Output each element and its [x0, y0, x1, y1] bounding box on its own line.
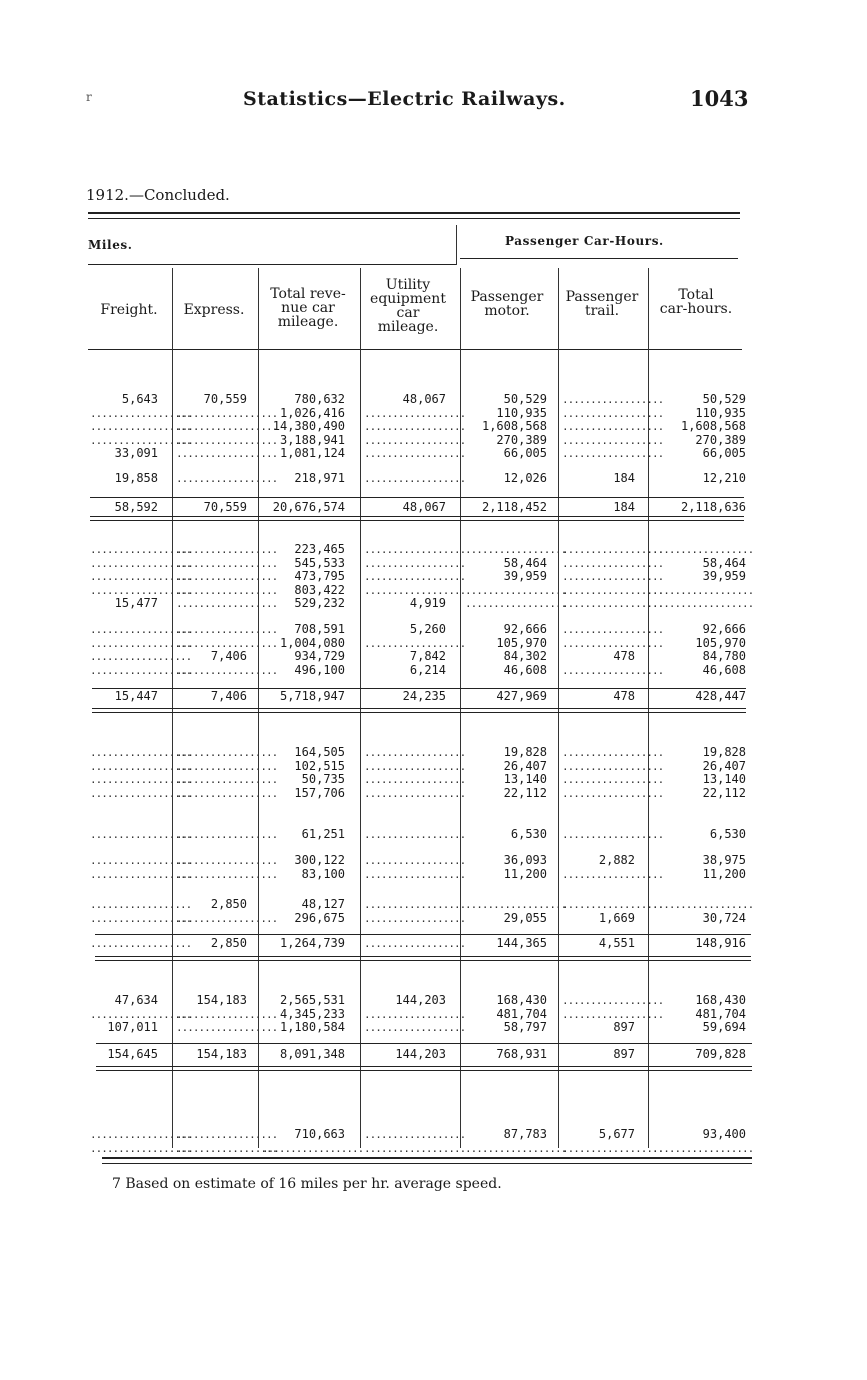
cell-total-hours: 50,529 110,935 1,608,568 270,389 66,005 [680, 392, 746, 460]
dot-leader: .................. [652, 597, 754, 610]
cell-express: 154,183 [196, 1047, 247, 1061]
dot-leader: .................. [562, 583, 664, 597]
cell-pass-motor: 29,055 [503, 910, 547, 925]
header-freight: Freight. [100, 302, 158, 318]
cell-total-rev: 2,565,531 4,345,233 1,180,584 [279, 993, 345, 1034]
dot-leader: .................. [562, 828, 664, 841]
cell-pass-motor: 2,118,452 [481, 500, 547, 514]
dot-leader: .................. [562, 1141, 664, 1155]
rule-e [95, 934, 751, 935]
dot-leader: .................. [364, 472, 466, 485]
dot-leader: .................. [364, 786, 466, 800]
cell-express: 7,406 [210, 689, 247, 703]
cell-pass-motor: 144,365 [496, 936, 547, 950]
dot-leader: .................. [465, 1141, 567, 1155]
cell-total-hours: 12,210 [702, 471, 746, 485]
section-miles: Miles. [88, 238, 133, 252]
dot-leader: .................. [176, 786, 278, 800]
hours-underline [460, 258, 738, 259]
cell-pass-trail: 5,677 [598, 1127, 635, 1141]
cell-express: 154,183 [196, 993, 247, 1007]
cell-total-rev: 708,591 1,004,080 934,729 496,100 [279, 622, 345, 677]
dot-leader: .................. [364, 447, 466, 460]
dot-leader: .................. [176, 746, 278, 759]
cell-total-hours: 19,828 26,407 13,140 22,112 [702, 745, 746, 800]
dot-leader: .................. [90, 911, 192, 925]
dot-leader: .................. [562, 898, 664, 911]
top-rule [88, 212, 740, 214]
dot-leader: .................. [176, 570, 278, 583]
header-total-car-hours: Total car-hours. [659, 287, 733, 317]
header-utility-mileage: Utility equipment car mileage. [370, 277, 446, 335]
cell-pass-trail: 184 [613, 500, 635, 514]
cell-pass-trail: 897 [613, 1020, 635, 1034]
rule-f2 [95, 960, 751, 961]
dot-leader: .................. [465, 597, 567, 610]
dot-leader: .................. [176, 1141, 278, 1155]
cell-total-rev: 223,465 545,533 473,795 803,422 529,232 [294, 542, 345, 610]
cell-utility: 144,203 [395, 1047, 446, 1061]
header-passenger-trail: Passenger trail. [565, 289, 639, 319]
dot-leader: .................. [652, 1141, 754, 1155]
dot-leader: .................. [90, 406, 192, 420]
dot-leader: .................. [90, 1007, 192, 1021]
dot-leader: .................. [364, 406, 466, 420]
cell-freight: 15,447 [114, 689, 158, 703]
cell-pass-trail: 1,669 [598, 910, 635, 925]
dot-leader: .................. [176, 433, 278, 447]
rule-h [96, 1066, 752, 1067]
header-total-revenue-mileage: Total reve- nue car mileage. [270, 286, 346, 330]
cell-total-hours: 30,724 [702, 910, 746, 925]
rule-d2 [92, 712, 746, 713]
dot-leader: .................. [176, 1007, 278, 1021]
cell-freight: 19,858 [114, 471, 158, 485]
dot-leader: .................. [176, 663, 278, 677]
cell-freight: 5,643 33,091 [114, 392, 158, 460]
dot-leader: .................. [90, 759, 192, 773]
header-bottom-rule [88, 349, 742, 350]
cell-total-hours: 38,975 11,200 [702, 853, 746, 881]
section-passenger-car-hours: Passenger Car-Hours. [505, 234, 664, 248]
dot-leader: .................. [90, 854, 192, 867]
dot-leader: .................. [364, 937, 466, 950]
dot-leader: .................. [364, 828, 466, 841]
dot-leader: .................. [176, 636, 278, 650]
dot-leader: .................. [176, 854, 278, 867]
cell-total-hours: 168,430 481,704 59,694 [695, 993, 746, 1034]
dot-leader: .................. [364, 1141, 466, 1155]
cell-pass-trail: 2,882 [598, 853, 635, 867]
dot-leader: .................. [562, 746, 664, 759]
dot-leader: .................. [364, 759, 466, 773]
cell-pass-motor: 768,931 [496, 1047, 547, 1061]
dot-leader: .................. [176, 472, 278, 485]
cell-utility: 4,919 [409, 596, 446, 610]
dot-leader: .................. [90, 1128, 192, 1141]
cell-total-rev: 61,251 [301, 827, 345, 841]
cell-pass-motor: 50,529 110,935 1,608,568 270,389 66,005 [481, 392, 547, 460]
dot-leader: .................. [176, 1128, 278, 1141]
cell-freight: 58,592 [114, 500, 158, 514]
cell-pass-trail: 478 [613, 649, 635, 663]
cell-freight: 154,645 [107, 1047, 158, 1061]
page-number: 1043 [690, 86, 749, 111]
running-header: Statistics—Electric Railways. [243, 88, 566, 110]
cell-total-rev: 48,127 296,675 [294, 897, 345, 925]
dot-leader: .................. [364, 867, 466, 881]
cell-pass-motor: 58,464 39,959 [503, 555, 547, 583]
dot-leader: .................. [364, 1007, 466, 1021]
dot-leader: .................. [562, 570, 664, 583]
dot-leader: .................. [176, 773, 278, 786]
dot-leader: .................. [364, 433, 466, 447]
dot-leader: .................. [176, 867, 278, 881]
cell-pass-motor: 36,093 11,200 [503, 853, 547, 881]
cell-pass-trail: 4,551 [598, 936, 635, 950]
table-subtitle: 1912.—Concluded. [86, 186, 230, 204]
rule-h2 [96, 1070, 752, 1071]
cell-utility: 144,203 [395, 993, 446, 1007]
dot-leader: .................. [652, 583, 754, 597]
dot-leader: .................. [176, 420, 278, 433]
cell-total-rev: 218,971 [294, 471, 345, 485]
dot-leader: .................. [90, 583, 192, 597]
cell-total-rev: 5,718,947 [279, 689, 345, 703]
header-passenger-motor: Passenger motor. [470, 289, 544, 319]
dot-leader: .................. [176, 583, 278, 597]
dot-leader: .................. [90, 1141, 192, 1155]
dot-leader: .................. [652, 543, 754, 556]
cell-freight: 47,634 107,011 [107, 993, 158, 1034]
dot-leader: .................. [90, 937, 192, 950]
cell-total-rev: 300,122 83,100 [294, 853, 345, 881]
cell-pass-trail: 478 [613, 689, 635, 703]
dot-leader: .................. [364, 556, 466, 570]
top-rule-inner [88, 218, 740, 219]
cell-total-hours: 709,828 [695, 1047, 746, 1061]
header-express: Express. [183, 302, 245, 318]
cell-pass-trail: 897 [613, 1047, 635, 1061]
dot-leader: .................. [90, 433, 192, 447]
cell-pass-motor: 6,530 [510, 827, 547, 841]
cell-total-rev: 780,632 1,026,416 14,380,490 3,188,941 1,081,124 [272, 392, 345, 460]
cell-pass-trail: 184 [613, 471, 635, 485]
dot-leader: .................. [364, 570, 466, 583]
cell-utility: 48,067 [402, 500, 446, 514]
dot-leader: .................. [364, 1021, 466, 1034]
rule-b2 [90, 520, 744, 521]
cell-total-hours: 58,464 39,959 [702, 555, 746, 583]
dot-leader: .................. [90, 650, 192, 663]
dot-leader: .................. [465, 543, 567, 556]
cell-total-hours: 93,400 [702, 1127, 746, 1141]
dot-leader: .................. [176, 828, 278, 841]
dot-leader: .................. [90, 773, 192, 786]
cell-pass-motor: 12,026 [503, 471, 547, 485]
dot-leader: .................. [562, 433, 664, 447]
dot-leader: .................. [90, 786, 192, 800]
rule-g [96, 1043, 752, 1044]
dot-leader: .................. [562, 759, 664, 773]
cell-express: 2,850 [210, 897, 247, 911]
rule-f [95, 956, 751, 957]
dot-leader: .................. [90, 636, 192, 650]
cell-total-hours: 92,666 105,970 84,780 46,608 [695, 622, 746, 677]
rule-b [90, 516, 744, 517]
cell-express: 70,559 [203, 392, 247, 406]
dot-leader: .................. [562, 420, 664, 433]
dot-leader: .................. [364, 854, 466, 867]
dot-leader: .................. [90, 556, 192, 570]
bottom-rule-inner [102, 1163, 752, 1164]
dot-leader: .................. [90, 543, 192, 556]
dot-leader: .................. [364, 543, 466, 556]
dot-leader: .................. [364, 420, 466, 433]
cell-utility: 24,235 [402, 689, 446, 703]
dot-leader: .................. [364, 636, 466, 650]
cell-utility: 48,067 [402, 392, 446, 406]
cell-express: 70,559 [203, 500, 247, 514]
dot-leader: .................. [465, 898, 567, 911]
cell-pass-motor: 168,430 481,704 58,797 [496, 993, 547, 1034]
dot-leader: .................. [562, 663, 664, 677]
dot-leader: .................. [465, 583, 567, 597]
dot-leader: .................. [562, 623, 664, 636]
dot-leader: .................. [176, 597, 278, 610]
dot-leader: .................. [90, 420, 192, 433]
dot-leader: .................. [90, 746, 192, 759]
dot-leader: .................. [562, 447, 664, 460]
dot-leader: .................. [364, 911, 466, 925]
dot-leader: .................. [562, 597, 664, 610]
cell-pass-motor: 427,969 [496, 689, 547, 703]
bottom-rule [102, 1157, 752, 1159]
rule-a [90, 497, 744, 498]
cell-freight: 15,477 [114, 596, 158, 610]
cell-express: 7,406 [210, 649, 247, 663]
dot-leader: .................. [562, 393, 664, 406]
dot-leader: .................. [176, 556, 278, 570]
cell-pass-motor: 92,666 105,970 84,302 46,608 [496, 622, 547, 677]
dot-leader: .................. [562, 1007, 664, 1021]
dot-leader: .................. [90, 570, 192, 583]
dot-leader: .................. [262, 1141, 364, 1155]
corner-mark: r [86, 90, 92, 104]
footnote: 7 Based on estimate of 16 miles per hr. average speed. [112, 1176, 502, 1192]
dot-leader: .................. [90, 623, 192, 636]
dot-leader: .................. [90, 828, 192, 841]
cell-total-hours: 148,916 [695, 936, 746, 950]
dot-leader: .................. [90, 898, 192, 911]
dot-leader: .................. [562, 406, 664, 420]
dot-leader: .................. [90, 867, 192, 881]
rule-d [92, 708, 746, 709]
cell-utility: 5,260 7,842 6,214 [409, 622, 446, 677]
dot-leader: .................. [176, 1021, 278, 1034]
dot-leader: .................. [176, 759, 278, 773]
cell-total-rev: 8,091,348 [279, 1047, 345, 1061]
dot-leader: .................. [90, 663, 192, 677]
dot-leader: .................. [562, 543, 664, 556]
cell-total-rev: 1,264,739 [279, 936, 345, 950]
dot-leader: .................. [562, 867, 664, 881]
dot-leader: .................. [176, 406, 278, 420]
dot-leader: .................. [652, 898, 754, 911]
dot-leader: .................. [562, 636, 664, 650]
dot-leader: .................. [364, 773, 466, 786]
dot-leader: .................. [562, 556, 664, 570]
dot-leader: .................. [176, 543, 278, 556]
dot-leader: .................. [364, 583, 466, 597]
cell-pass-motor: 87,783 [503, 1127, 547, 1141]
cell-total-rev: 20,676,574 [272, 500, 345, 514]
cell-total-hours: 2,118,636 [680, 500, 746, 514]
cell-total-hours: 6,530 [709, 827, 746, 841]
dot-leader: .................. [562, 994, 664, 1007]
cell-total-hours: 428,447 [695, 689, 746, 703]
cell-express: 2,850 [210, 936, 247, 950]
dot-leader: .................. [176, 911, 278, 925]
dot-leader: .................. [176, 623, 278, 636]
dot-leader: .................. [562, 773, 664, 786]
dot-leader: .................. [364, 746, 466, 759]
dot-leader: .................. [364, 898, 466, 911]
dot-leader: .................. [562, 786, 664, 800]
cell-pass-motor: 19,828 26,407 13,140 22,112 [503, 745, 547, 800]
miles-underline [88, 264, 456, 265]
dot-leader: .................. [176, 447, 278, 460]
cell-total-rev: 710,663 [294, 1127, 345, 1141]
dot-leader: .................. [364, 1128, 466, 1141]
section-divider [456, 225, 457, 265]
cell-total-rev: 164,505 102,515 50,735 157,706 [294, 745, 345, 800]
